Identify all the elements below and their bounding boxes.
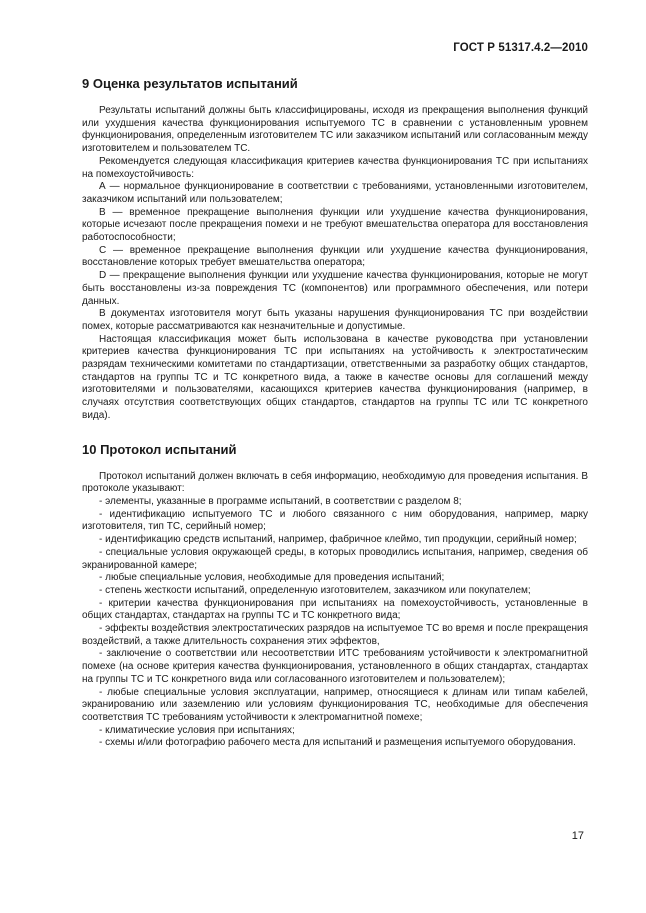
- paragraph: Настоящая классификация может быть использована в качестве руководства при установлении критериев качества функционирования ТС при испытаниях на устойчивость к электростатическим разрядам техническими комитетами по стандартизации, ответственными за разработку общих стандартов, стандартов на группы ТС и ТС конкретного вида, а также в качестве основы для соглашений между изготовителями и пользователями, касающихся критериев качества функционирования (например, в случаях отсутствия соответствующих общих стандартов, стандартов на группы ТС или ТС конкретного вида).: [82, 333, 588, 421]
- criterion-d: D — прекращение выполнения функции или ухудшение качества функционирования, которые не могут быть восстановлены из-за повреждения ТС (компонентов) или программного обеспечения, или потери данных.: [82, 270, 588, 307]
- paragraph: Протокол испытаний должен включать в себя информацию, необходимую для проведения испытания. В протоколе указывают:: [82, 470, 588, 495]
- paragraph: Рекомендуется следующая классификация критериев качества функционирования ТС при испытаниях на помехоустойчивость:: [82, 155, 588, 180]
- page-number: 17: [571, 830, 584, 842]
- list-item: - специальные условия окружающей среды, в которых проводились испытания, например, сведения об экранированной камере;: [82, 546, 588, 571]
- list-item: - схемы и/или фотографию рабочего места для испытаний и размещения испытуемого оборудования.: [99, 737, 576, 749]
- list-item: - критерии качества функционирования при испытаниях на помехоустойчивость, установленные в общих стандартах, стандартах на группы ТС и ТС конкретного вида;: [82, 597, 588, 622]
- list-item: - идентификацию испытуемого ТС и любого связанного с ним оборудования, например, марку изготовителя, тип ТС, серийный номер;: [82, 508, 588, 533]
- list-item: - любые специальные условия, необходимые для проведения испытаний;: [99, 572, 445, 584]
- paragraph: Результаты испытаний должны быть классифицированы, исходя из прекращения выполнения функций или ухудшения качества функционирования испытуемого ТС в сравнении с установленным уровнем функционирования, определенным изготовителем ТС или заказчиком испытаний или согласованным между изготовителем и пользователем ТС.: [82, 105, 588, 155]
- section-9: [82, 76, 588, 423]
- paragraph: В документах изготовителя могут быть указаны нарушения функционирования ТС при воздействии помех, которые рассматриваются как незначительные и допустимые.: [82, 308, 588, 332]
- list-item: - любые специальные условия эксплуатации, например, относящиеся к длинам или типам кабелей, экранированию или заземлению или условиям функционирования ТС, необходимые для обеспечения соответствия ТС требованиям устойчивости к электромагнитной помехе;: [82, 686, 588, 723]
- criterion-b: В — временное прекращение выполнения функции или ухудшение качества функционирования, которые исчезают после прекращения помехи и не требуют вмешательства оператора для восстановления работоспособности;: [82, 206, 588, 244]
- list-item: - идентификацию средств испытаний, например, фабричное клеймо, тип продукции, серийный номер;: [99, 534, 577, 546]
- section-9-title: 9 Оценка результатов испытаний: [82, 76, 298, 91]
- criterion-a: А — нормальное функционирование в соответствии с требованиями, установленными изготовителем, заказчиком испытаний или пользователем;: [82, 181, 588, 205]
- criterion-c: С — временное прекращение выполнения функции или ухудшение качества функционирования, восстановление которых требует вмешательства оператора;: [82, 244, 588, 269]
- list-item: - заключение о соответствии или несоответствии ИТС требованиям устойчивости к электромагнитной помехе (на основе критерия качества функционирования, установленного в общих стандартах, стандартах на группы ТС и ТС конкретного вида или согласованного изготовителем и пользователем);: [82, 648, 588, 685]
- page-content: [82, 76, 588, 750]
- document-code: ГОСТ Р 51317.4.2—2010: [453, 42, 588, 54]
- list-item: - степень жесткости испытаний, определенную изготовителем, заказчиком или покупателем;: [99, 584, 531, 596]
- section-10: [82, 442, 588, 750]
- list-item: - эффекты воздействия электростатических разрядов на испытуемое ТС во время и после прекращения воздействий, а также длительность сохранения этих эффектов,: [82, 623, 588, 647]
- list-item: - элементы, указанные в программе испытаний, в соответствии с разделом 8;: [99, 495, 462, 507]
- section-10-title: 10 Протокол испытаний: [82, 441, 237, 457]
- list-item: - климатические условия при испытаниях;: [99, 724, 295, 736]
